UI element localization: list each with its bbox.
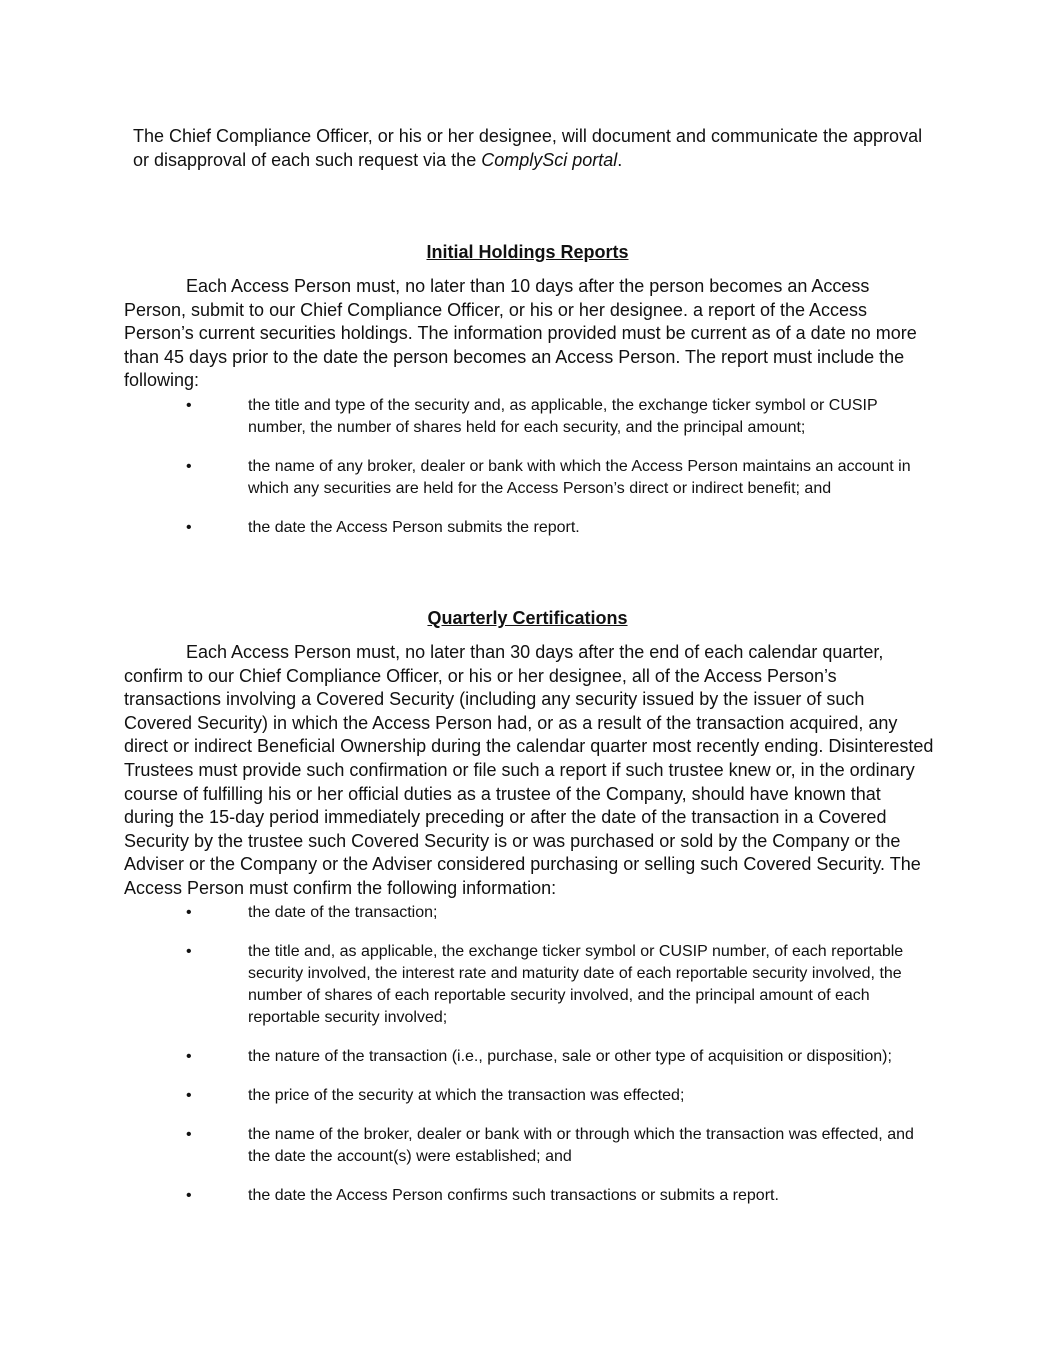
bullet-icon: • [186, 1087, 192, 1104]
bullet-icon: • [186, 904, 192, 921]
intro-text-end: . [617, 150, 623, 170]
bullet-icon: • [186, 397, 192, 414]
bullet-icon: • [186, 943, 192, 960]
quarterly-certifications-paragraph: Each Access Person must, no later than 30 days after the end of each calendar quarter, confirm to our Chief Compliance Officer, or his or her designee, all of the Access Person’s transactions involving a Covered Security (including any security issued by the issuer of such Covered Security) in which the Access Person had, or as a result of the transaction acquired, any direct or indirect Beneficial Ownership during the calendar quarter most recently ending. Disinterested Trustees must provide such confirmation or file such a report if such trustee knew or, in the ordinary course of fulfilling his or her official duties as a trustee of the Company, should have known that during the 15-day period immediately preceding or after the date of the transaction in a Covered Security by the trustee such Covered Security is or was purchased or sold by the Company or the Adviser or the Company or the Adviser considered purchasing or selling such Covered Security. The Access Person must confirm the following information: [124, 642, 934, 898]
list-item-text: the date the Access Person submits the report. [248, 519, 580, 536]
list-item [0, 902, 1055, 924]
bullet-icon: • [186, 1126, 192, 1143]
list-item-text: the date of the transaction; [248, 904, 438, 921]
intro-text: The Chief Compliance Officer, or his or her designee, will document and communicate the approval or disapproval of each such request via the [133, 126, 923, 170]
list-item [0, 941, 1055, 1029]
list-item-text: the title and type of the security and, as applicable, the exchange ticker symbol or CUSIP number, the number of shares held for each security, and the principal amount; [248, 397, 878, 436]
initial-holdings-heading: Initial Holdings Reports [426, 242, 629, 262]
intro-paragraph [133, 124, 933, 172]
list-item-text: the name of any broker, dealer or bank with which the Access Person maintains an account in which any securities are held for the Access Person’s direct or indirect benefit; and [248, 458, 911, 497]
initial-holdings-paragraph: Each Access Person must, no later than 10 days after the person becomes an Access Person, submit to our Chief Compliance Officer, or his or her designee. a report of the Access Person’s current securities holdings. The information provided must be current as of a date no more than 45 days prior to the date the person becomes an Access Person. The report must include the following: [124, 276, 917, 391]
list-item [0, 456, 1055, 500]
list-item [0, 1185, 1055, 1207]
list-item-text: the title and, as applicable, the exchange ticker symbol or CUSIP number, of each reportable security involved, the interest rate and maturity date of each reportable security involved, the number of shares of each reportable security involved, and the principal amount of each reportable security involved; [248, 943, 904, 1026]
quarterly-certifications-heading: Quarterly Certifications [427, 608, 628, 628]
list-item [0, 395, 1055, 439]
list-item [0, 1046, 1055, 1068]
list-item-text: the date the Access Person confirms such transactions or submits a report. [248, 1187, 779, 1204]
quarterly-certifications-bullet-list [0, 902, 1055, 1224]
intro-emphasis: ComplySci portal [481, 150, 618, 170]
bullet-icon: • [186, 1187, 192, 1204]
list-item-text: the name of the broker, dealer or bank with or through which the transaction was effected, and the date the account(s) were established; and [248, 1126, 914, 1165]
list-item-text: the nature of the transaction (i.e., purchase, sale or other type of acquisition or disposition); [248, 1048, 892, 1065]
bullet-icon: • [186, 458, 192, 475]
initial-holdings-bullet-list [0, 395, 1055, 556]
bullet-icon: • [186, 1048, 192, 1065]
list-item [0, 1124, 1055, 1168]
list-item [0, 517, 1055, 539]
bullet-icon: • [186, 519, 192, 536]
list-item-text: the price of the security at which the transaction was effected; [248, 1087, 685, 1104]
list-item [0, 1085, 1055, 1107]
